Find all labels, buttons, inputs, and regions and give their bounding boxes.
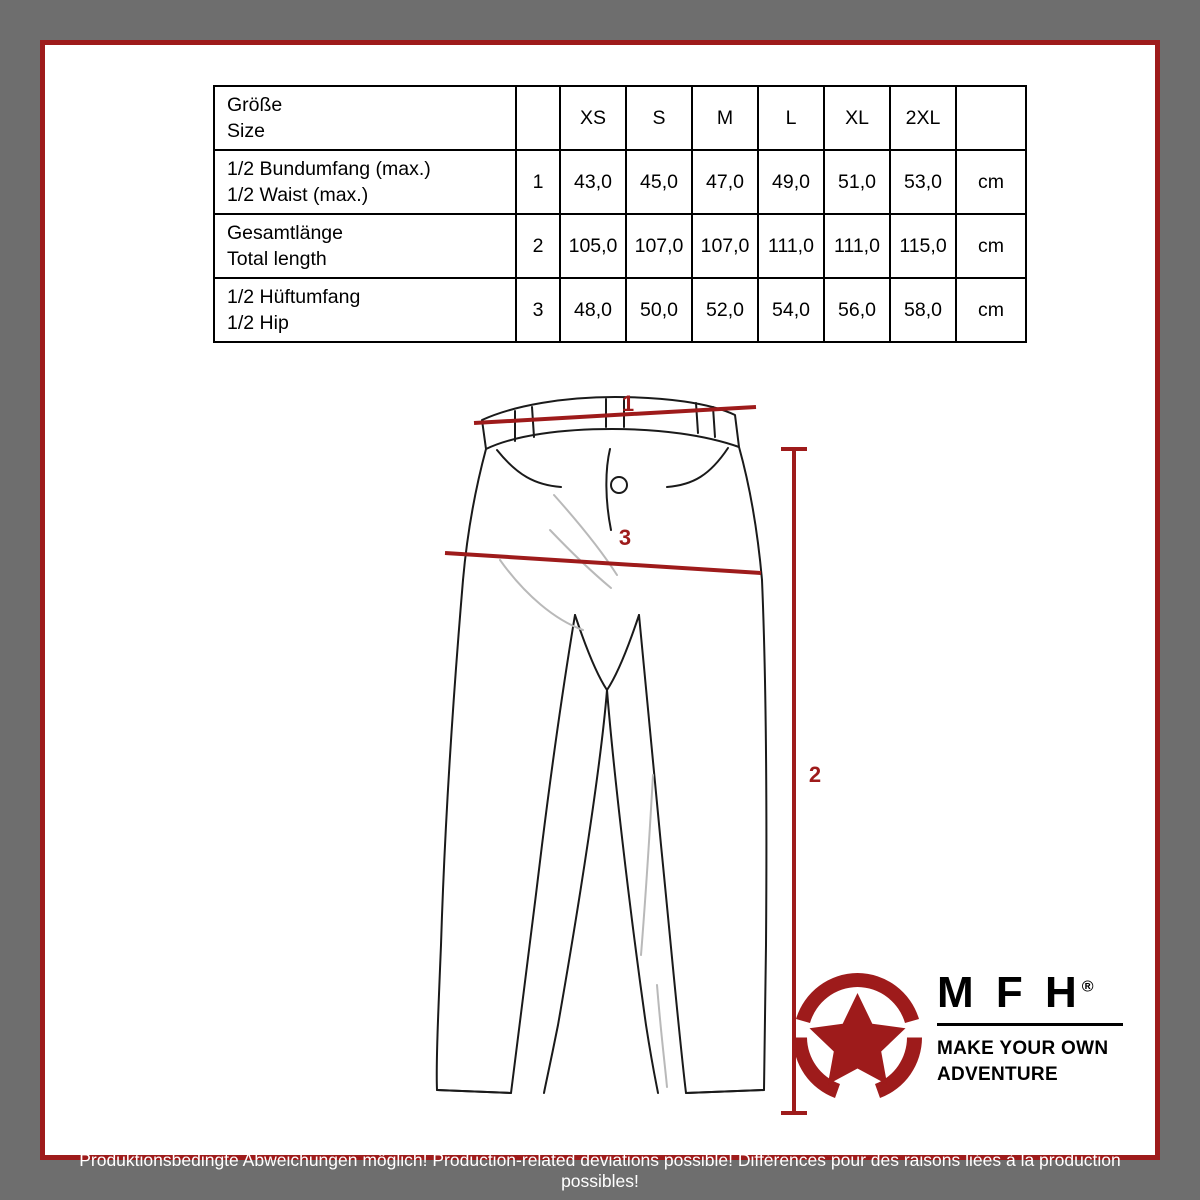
row-length-label xyxy=(214,214,516,278)
row-hip-xl: 56,0 xyxy=(824,278,890,342)
logo-brand xyxy=(937,968,1127,1017)
row-length-unit: cm xyxy=(956,214,1026,278)
header-size-l: L xyxy=(758,86,824,150)
row-hip-label xyxy=(214,278,516,342)
header-size-label-de: Größe xyxy=(227,93,283,116)
marker-length-label: 2 xyxy=(808,762,822,787)
logo-tagline xyxy=(937,1036,1127,1087)
logo-text-block xyxy=(937,968,1127,1087)
row-waist-2xl: 53,0 xyxy=(890,150,956,214)
table-row xyxy=(214,150,1026,214)
row-length-s: 107,0 xyxy=(626,214,692,278)
logo-divider xyxy=(937,1023,1123,1026)
header-size-label-en: Size xyxy=(227,120,265,142)
row-waist-xl: 51,0 xyxy=(824,150,890,214)
size-table xyxy=(213,85,1027,343)
row-length-m: 107,0 xyxy=(692,214,758,278)
row-hip-l: 54,0 xyxy=(758,278,824,342)
poster-frame xyxy=(40,40,1160,1160)
header-size-m: M xyxy=(692,86,758,150)
row-length-num: 2 xyxy=(516,214,560,278)
row-length-l: 111,0 xyxy=(758,214,824,278)
row-hip-label-en: 1/2 Hip xyxy=(227,312,289,334)
row-waist-m: 47,0 xyxy=(692,150,758,214)
footer-note: Produktionsbedingte Abweichungen möglich! Production-related deviations possible! Différences pour des raisons liées à la production possibles! xyxy=(79,1150,1121,1191)
row-waist-xs: 43,0 xyxy=(560,150,626,214)
row-waist-label xyxy=(214,150,516,214)
row-length-xs: 105,0 xyxy=(560,214,626,278)
row-hip-m: 52,0 xyxy=(692,278,758,342)
header-size-label xyxy=(214,86,516,150)
row-hip-xs: 48,0 xyxy=(560,278,626,342)
marker-waist-label: 1 xyxy=(621,391,635,416)
row-length-label-de: Gesamtlänge xyxy=(227,221,343,244)
row-length-xl: 111,0 xyxy=(824,214,890,278)
header-size-xl: XL xyxy=(824,86,890,150)
row-hip-label-de: 1/2 Hüftumfang xyxy=(227,285,361,308)
row-waist-num: 1 xyxy=(516,150,560,214)
logo-brand-text: M F H xyxy=(937,968,1082,1017)
row-waist-unit: cm xyxy=(956,150,1026,214)
row-waist-l: 49,0 xyxy=(758,150,824,214)
registered-mark: ® xyxy=(1081,978,1094,996)
row-length-2xl: 115,0 xyxy=(890,214,956,278)
header-unit xyxy=(956,86,1026,150)
row-length-label-en: Total length xyxy=(227,248,327,270)
logo-tagline-line1: MAKE YOUR OWN xyxy=(937,1038,1109,1059)
table-row xyxy=(214,214,1026,278)
marker-hip-label: 3 xyxy=(618,525,632,550)
star-icon xyxy=(785,965,930,1110)
row-waist-label-de: 1/2 Bundumfang (max.) xyxy=(227,157,431,180)
header-num xyxy=(516,86,560,150)
row-hip-2xl: 58,0 xyxy=(890,278,956,342)
mfh-logo xyxy=(785,965,1125,1125)
row-waist-label-en: 1/2 Waist (max.) xyxy=(227,184,369,206)
row-hip-num: 3 xyxy=(516,278,560,342)
row-hip-s: 50,0 xyxy=(626,278,692,342)
poster-inner xyxy=(45,45,1155,1155)
logo-tagline-line2: ADVENTURE xyxy=(937,1063,1058,1085)
header-size-2xl: 2XL xyxy=(890,86,956,150)
table-header-row xyxy=(214,86,1026,150)
table-row xyxy=(214,278,1026,342)
row-waist-s: 45,0 xyxy=(626,150,692,214)
header-size-s: S xyxy=(626,86,692,150)
header-size-xs: XS xyxy=(560,86,626,150)
row-hip-unit: cm xyxy=(956,278,1026,342)
